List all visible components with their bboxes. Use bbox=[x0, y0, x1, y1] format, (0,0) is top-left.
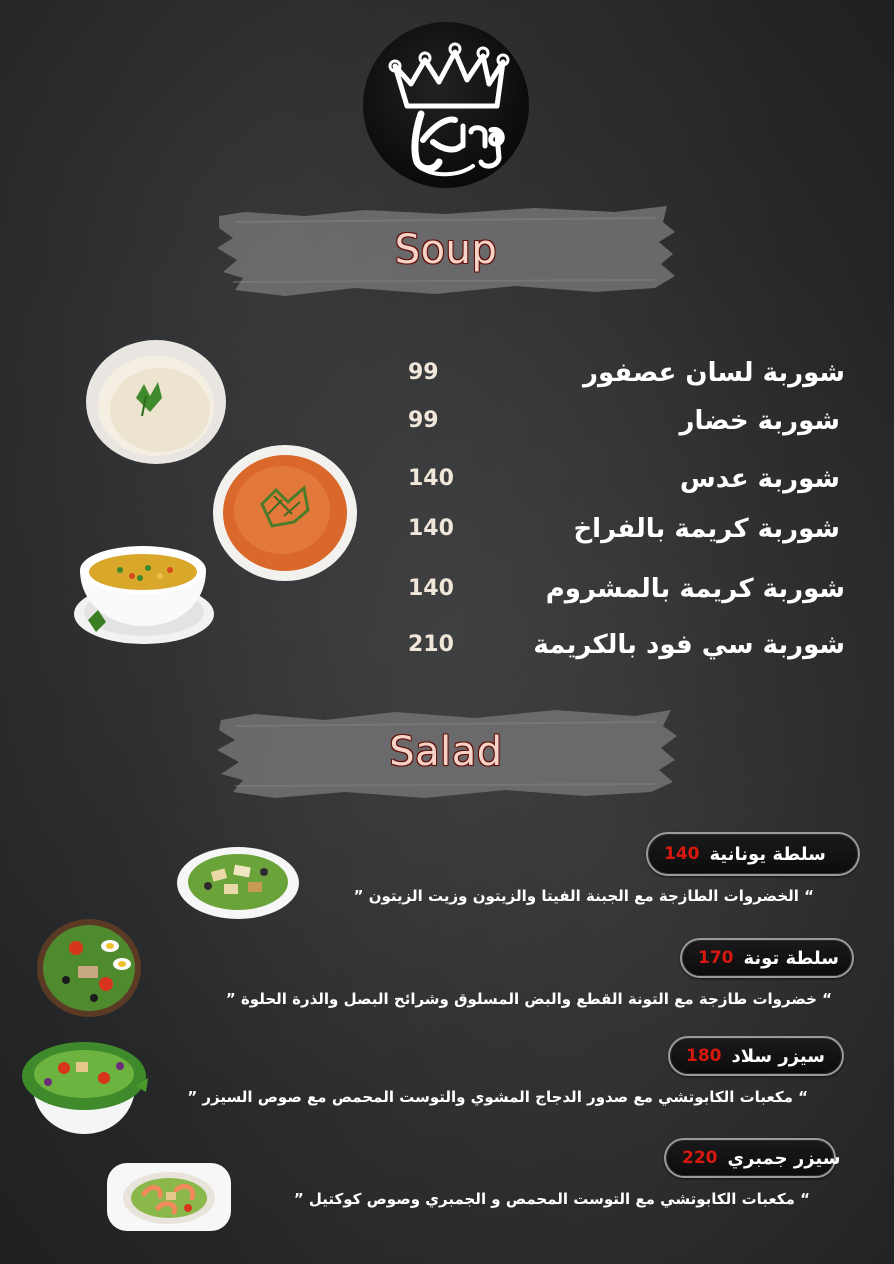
soup-item-price: 99 bbox=[408, 408, 439, 433]
soup-item bbox=[400, 358, 845, 394]
salad-item-description: “ خضروات طازجة مع التونة القطع والبض المسلوق وشرائح البصل والذرة الحلوة ” bbox=[225, 990, 832, 1008]
salad-item-name: سلطة يونانية bbox=[709, 843, 826, 865]
salad-item-pill bbox=[664, 1138, 841, 1178]
cream-soup-image bbox=[84, 336, 228, 468]
soup-item bbox=[400, 464, 840, 500]
salad-item-price: 140 bbox=[664, 844, 700, 864]
salad-item-description: “ مكعبات الكابوتشي مع صدور الدجاج المشوي والتوست المحمص مع صوص السيزر ” bbox=[187, 1088, 808, 1106]
soup-item-price: 140 bbox=[408, 516, 454, 541]
salad-item-name: سلطة تونة bbox=[743, 947, 839, 969]
soup-item-price: 140 bbox=[408, 576, 454, 601]
soup-item-name: شوربة كريمة بالفراخ bbox=[573, 514, 840, 544]
soup-item bbox=[400, 514, 840, 550]
soup-item bbox=[400, 630, 845, 666]
salad-item-description: “ الخضروات الطازجة مع الجبنة الفيتا والزيتون وزيت الزيتون ” bbox=[353, 887, 814, 905]
salad-item-pill bbox=[668, 1036, 844, 1076]
greek-salad-image bbox=[176, 846, 300, 920]
soup-item-name: شوربة خضار bbox=[679, 406, 840, 436]
salad-item-pill bbox=[680, 938, 854, 978]
soup-item-name: شوربة لسان عصفور bbox=[582, 358, 845, 388]
vegetable-soup-image bbox=[70, 540, 216, 648]
lentil-soup-image bbox=[212, 444, 358, 582]
salad-item-price: 170 bbox=[698, 948, 734, 968]
soup-item bbox=[400, 574, 845, 610]
soup-item-name: شوربة سي فود بالكريمة bbox=[533, 630, 845, 660]
soup-item-price: 140 bbox=[408, 466, 454, 491]
soup-item-price: 99 bbox=[408, 360, 439, 385]
soup-item-price: 210 bbox=[408, 632, 454, 657]
soup-section-banner bbox=[215, 202, 677, 298]
salad-item-price: 220 bbox=[682, 1148, 718, 1168]
salad-item-name: سيزر جمبري bbox=[727, 1147, 841, 1169]
salad-section-banner bbox=[215, 704, 677, 800]
shrimp-caesar-image bbox=[106, 1162, 232, 1232]
salad-item-pill bbox=[646, 832, 860, 876]
brand-logo bbox=[363, 22, 529, 188]
salad-item-name: سيزر سلاد bbox=[731, 1045, 825, 1067]
tuna-salad-image bbox=[36, 918, 142, 1018]
soup-item bbox=[400, 406, 840, 442]
soup-item-name: شوربة عدس bbox=[679, 464, 840, 494]
caesar-salad-image bbox=[18, 1036, 150, 1136]
salad-section-title: Salad bbox=[389, 729, 503, 775]
salad-item-price: 180 bbox=[686, 1046, 722, 1066]
soup-section-title: Soup bbox=[394, 227, 498, 273]
crown-logo-icon bbox=[363, 22, 529, 188]
soup-item-name: شوربة كريمة بالمشروم bbox=[545, 574, 845, 604]
salad-item-description: “ مكعبات الكابوتشي مع التوست المحمص و الجمبري وصوص كوكتيل ” bbox=[293, 1190, 810, 1208]
